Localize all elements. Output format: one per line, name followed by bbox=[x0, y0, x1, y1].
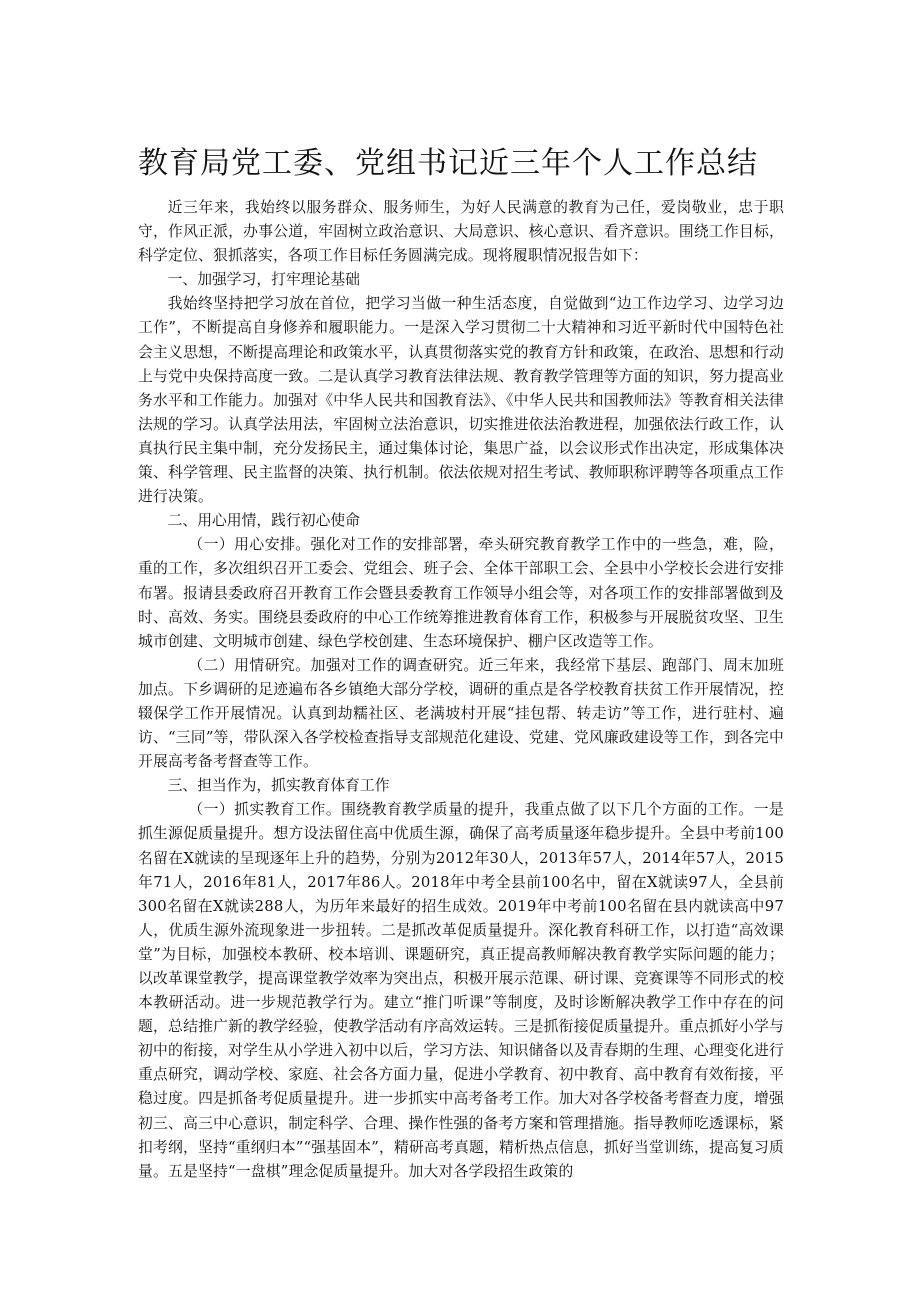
section-1-paragraph: 我始终坚持把学习放在首位，把学习当做一种生活态度，自觉做到“边工作边学习、边学习边工作”，不断提高自身修养和履职能力。一是深入学习贯彻二十大精神和习近平新时代中国特色社会主义思想，不断提高理论和政策水平，认真贯彻落实党的教育方针和政策，在政治、思想和行动上与党中央保持高度一致。二是认真学习教育法律法规、教育教学管理等方面的知识，努力提高业务水平和工作能力。加强对《中华人民共和国教育法》、《中华人民共和国教师法》等教育相关法律法规的学习。认真学法用法，牢固树立法治意识，切实推进依法治教进程，加强依法行政工作，认真执行民主集中制，充分发扬民主，通过集体讨论，集思广益，以会议形式作出决定，形成集体决策、科学管理、民主监督的决策、执行机制。依法依规对招生考试、教师职称评聘等各项重点工作进行决策。 bbox=[138, 295, 784, 506]
section-3-subsection-1: （一）抓实教育工作。围绕教育教学质量的提升，我重点做了以下几个方面的工作。一是抓生源促质量提升。想方设法留住高中优质生源，确保了高考质量逐年稳步提升。全县中考前100名留在X就读的呈现逐年上升的趋势，分别为2012年30人，2013年57人，2014年57人，2015年71人，2016年81人，2017年86人。2018年中考全县前100名中，留在X就读97人，全县前300名留在X就读288人，为历年来最好的招生成效。2019年中考前100名留在县内就读高中97人，优质生源外流现象进一步扭转。二是抓改革促质量提升。深化教育科研工作，以打造“高效课堂”为目标，加强校本教研、校本培训、课题研究，真正提高教师解决教育教学实际问题的能力；以改革课堂教学，提高课堂教学效率为突出点，积极开展示范课、研讨课、竞赛课等不同形式的校本教研活动。进一步规范教学行为。建立“推门听课”等制度，及时诊断解决教学工作中存在的问题，总结推广新的教学经验，使教学活动有序高效运转。三是抓衔接促质量提升。重点抓好小学与初中的衔接，对学生从小学进入初中以后，学习方法、知识储备以及青春期的生理、心理变化进行重点研究，调动学校、家庭、社会各方面力量，促进小学教育、初中教育、高中教育有效衔接，平稳过度。四是抓备考促质量提升。进一步抓实中高考备考工作。加大对各学校备考督查力度，增强初三、高三中心意识，制定科学、合理、操作性强的备考方案和管理措施。指导教师吃透课标，紧扣考纲，坚持“重纲归本”“强基固本”，精研高考真题，精析热点信息，抓好当堂训练，提高复习质量。五是坚持“一盘棋”理念促质量提升。加大对各学段招生政策的 bbox=[138, 801, 784, 1180]
section-3-heading: 三、担当作为，抓实教育体育工作 bbox=[167, 777, 390, 795]
document-title: 教育局党工委、党组书记近三年个人工作总结 bbox=[138, 146, 758, 181]
intro-paragraph: 近三年来，我始终以服务群众、服务师生，为好人民满意的教育为己任，爱岗敬业，忠于职守，作风正派，办事公道，牢固树立政治意识、大局意识、核心意识、看齐意识。围绕工作目标，科学定位、狠抓落实，各项工作目标任务圆满完成。现将履职情况报告如下： bbox=[138, 199, 784, 265]
section-2-subsection-2: （二）用情研究。加强对工作的调查研究。近三年来，我经常下基层、跑部门、周末加班加点。下乡调研的足迹遍布各乡镇绝大部分学校，调研的重点是各学校教育扶贫工作开展情况，控辍保学工作开展情况。认真到劫糯社区、老满坡村开展“挂包帮、转走访”等工作，进行驻村、遍访、“三同”等，带队深入各学校检查指导支部规范化建设、党建、党风廉政建设等工作，到各完中开展高考备考督查等工作。 bbox=[138, 656, 784, 771]
section-2-heading: 二、用心用情，践行初心使命 bbox=[167, 512, 360, 530]
section-1-heading: 一、加强学习，打牢理论基础 bbox=[167, 271, 360, 289]
document-body bbox=[138, 196, 784, 1184]
section-2-subsection-1: （一）用心安排。强化对工作的安排部署，牵头研究教育教学工作中的一些急，难，险，重的工作，多次组织召开工委会、党组会、班子会、全体干部职工会、全县中小学校长会进行安排布署。报请县委政府召开教育工作会暨县委教育工作领导小组会等，对各项工作的安排部署做到及时、高效、务实。围绕县委政府的中心工作统筹推进教育体育工作，积极参与开展脱贫攻坚、卫生城市创建、文明城市创建、绿色学校创建、生态环境保护、棚户区改造等工作。 bbox=[138, 536, 784, 650]
